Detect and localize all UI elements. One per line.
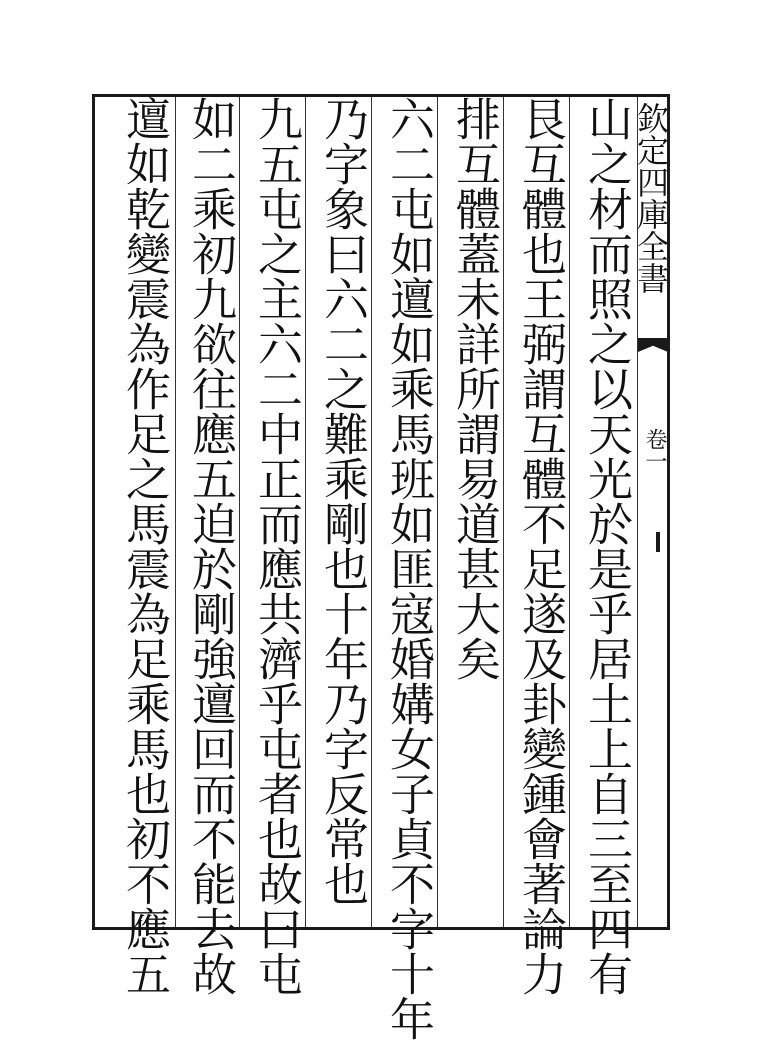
column-rule bbox=[239, 97, 240, 927]
text-column-5: 乃字象曰六二之難乘剛也十年乃字反常也 bbox=[316, 96, 369, 906]
column-rule bbox=[569, 97, 570, 927]
volume-label: 卷一 bbox=[642, 428, 667, 472]
book-margin-heading bbox=[632, 94, 670, 930]
book-title: 欽定四庫全書 bbox=[632, 102, 670, 294]
fishtail-mark-icon bbox=[638, 338, 668, 352]
text-column-3: 排互體蓋未詳所謂易道甚大矣 bbox=[448, 96, 501, 681]
column-rule bbox=[305, 97, 306, 927]
text-column-2: 艮互體也王弼謂互體不足遂及卦變鍾會著論力 bbox=[514, 96, 567, 996]
column-rule bbox=[437, 97, 438, 927]
text-column-7: 如二乘初九欲往應五迫於剛強邅回而不能去故 bbox=[184, 96, 237, 996]
margin-tick bbox=[656, 532, 660, 552]
text-column-6: 九五屯之主六二中正而應共濟乎屯者也故曰屯 bbox=[250, 96, 303, 996]
text-column-8: 邅如乾變震為作足之馬震為足乘馬也初不應五 bbox=[118, 96, 171, 996]
text-column-4: 六二屯如邅如乘馬班如匪寇婚媾女子貞不字十年 bbox=[382, 96, 435, 1041]
text-column-1: 山之材而照之以天光於是乎居土上自三至四有 bbox=[580, 96, 633, 996]
column-rule bbox=[371, 97, 372, 927]
column-rule bbox=[503, 97, 504, 927]
